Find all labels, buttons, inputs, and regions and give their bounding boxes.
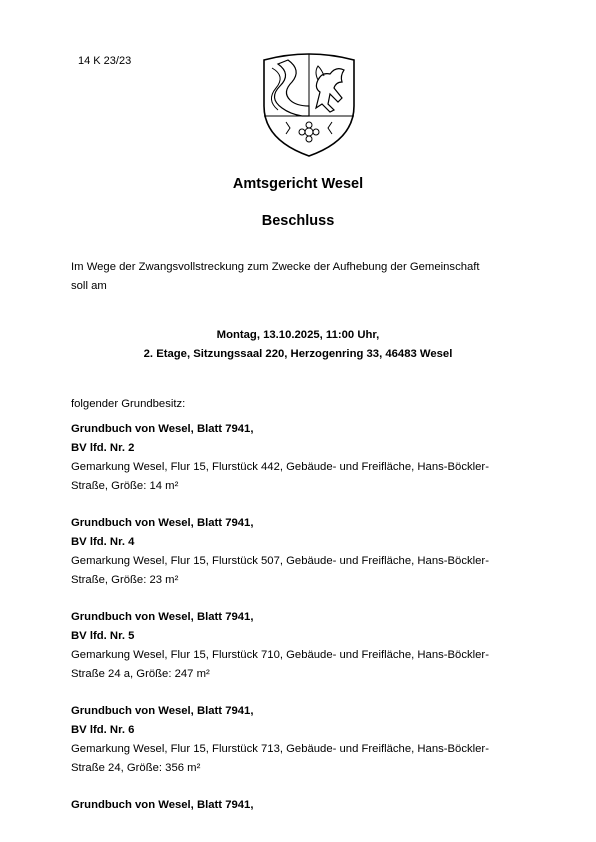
entry-description-line: Straße, Größe: 14 m²: [71, 480, 179, 492]
property-entry: [71, 608, 541, 684]
entry-bv-number: BV lfd. Nr. 2: [71, 442, 135, 454]
entry-description-line: Gemarkung Wesel, Flur 15, Flurstück 507, Gebäude- und Freifläche, Hans-Böckler-: [71, 555, 489, 567]
auction-date-time: Montag, 13.10.2025, 11:00 Uhr,: [216, 329, 380, 341]
auction-appointment: [0, 326, 596, 364]
aktenzeichen: 14 K 23/23: [78, 55, 132, 67]
entry-bv-number: BV lfd. Nr. 4: [71, 536, 135, 548]
intro-text: [71, 258, 531, 296]
intro-line-2: soll am: [71, 280, 107, 292]
property-entry: [71, 514, 541, 590]
intro-line-1: Im Wege der Zwangsvollstreckung zum Zwecke der Aufhebung der Gemeinschaft: [71, 261, 480, 273]
property-entry: [71, 420, 541, 496]
property-entry: [71, 796, 541, 815]
property-entry: [71, 702, 541, 778]
nrw-coat-of-arms-icon: [256, 48, 362, 158]
entry-heading: Grundbuch von Wesel, Blatt 7941,: [71, 611, 254, 623]
entry-bv-number: BV lfd. Nr. 5: [71, 630, 135, 642]
property-lead-text: folgender Grundbesitz:: [71, 398, 186, 410]
auction-location: 2. Etage, Sitzungssaal 220, Herzogenring 33, 46483 Wesel: [143, 348, 453, 360]
entry-description-line: Straße 24 a, Größe: 247 m²: [71, 668, 210, 680]
entry-bv-number: BV lfd. Nr. 6: [71, 724, 135, 736]
entry-description-line: Gemarkung Wesel, Flur 15, Flurstück 710, Gebäude- und Freifläche, Hans-Böckler-: [71, 649, 489, 661]
entry-heading: Grundbuch von Wesel, Blatt 7941,: [71, 423, 254, 435]
property-list: [71, 420, 541, 833]
document-type: Beschluss: [261, 213, 335, 229]
court-name: Amtsgericht Wesel: [232, 176, 364, 192]
entry-heading: Grundbuch von Wesel, Blatt 7941,: [71, 799, 254, 811]
entry-description-line: Straße 24, Größe: 356 m²: [71, 762, 201, 774]
entry-heading: Grundbuch von Wesel, Blatt 7941,: [71, 517, 254, 529]
entry-description-line: Straße, Größe: 23 m²: [71, 574, 179, 586]
entry-description-line: Gemarkung Wesel, Flur 15, Flurstück 713, Gebäude- und Freifläche, Hans-Böckler-: [71, 743, 489, 755]
entry-description-line: Gemarkung Wesel, Flur 15, Flurstück 442, Gebäude- und Freifläche, Hans-Böckler-: [71, 461, 489, 473]
entry-heading: Grundbuch von Wesel, Blatt 7941,: [71, 705, 254, 717]
